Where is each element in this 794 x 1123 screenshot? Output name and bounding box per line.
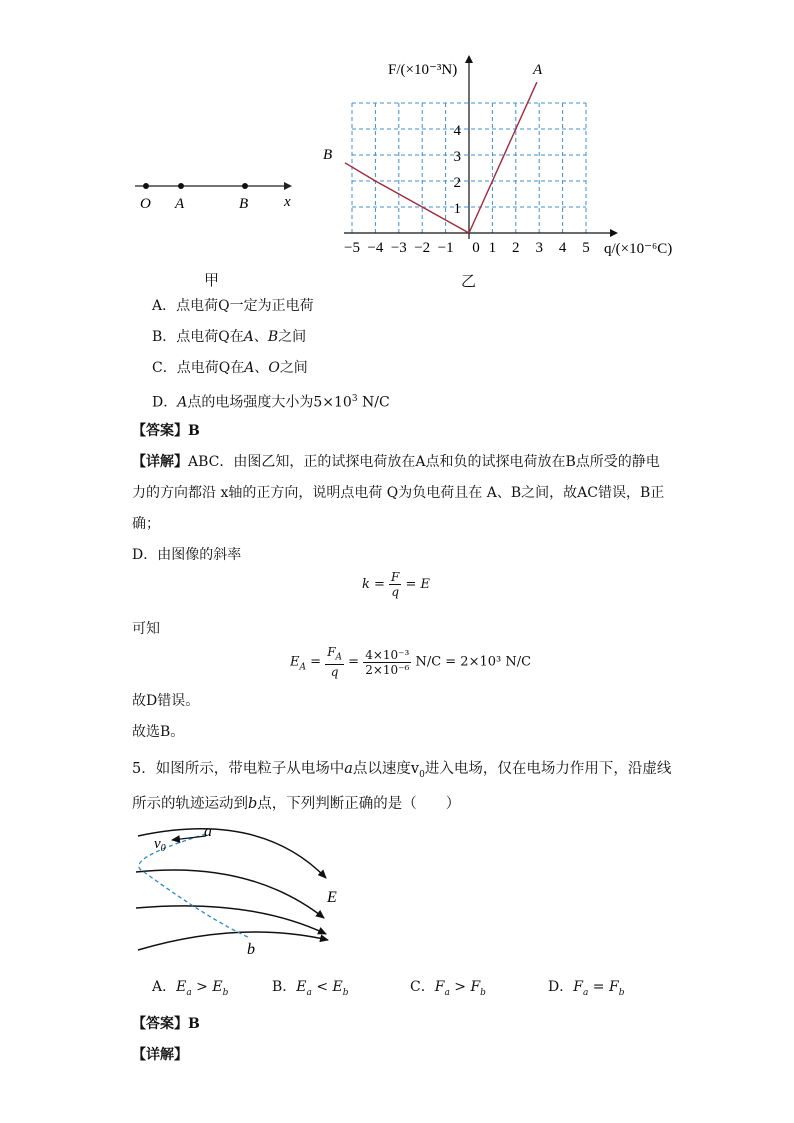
x-tick-label: −4 (367, 240, 384, 256)
x-tick-label: −2 (414, 240, 431, 256)
x-tick-label: 1 (488, 240, 497, 256)
y-tick-label: 3 (453, 149, 461, 165)
x-tick-label: 3 (535, 240, 543, 256)
equation-field-a: $E_A$ = $\frac{F_A}{q}$ = $\frac{\text{4×10⁻³}}{\text{2×10⁻⁶}}$ N/C = 2×10³ N/C (290, 645, 532, 680)
chart-f-q (320, 55, 680, 290)
point-o (143, 183, 149, 189)
figure-jia (130, 170, 300, 220)
q4-option-b: B．点电荷Q在A、B之间 (152, 329, 307, 345)
chart-ticks (344, 123, 590, 256)
caption-jia: 甲 (204, 271, 220, 289)
x-tick-label: −3 (390, 240, 407, 256)
line-b-label: B (323, 147, 333, 163)
q4-detail-line7: 故选B。 (132, 724, 185, 740)
q4-detail-line6: 故D错误。 (132, 693, 200, 709)
point-b (242, 183, 248, 189)
label-b: b (247, 941, 255, 958)
q5-option-a: A．$E_a > E_b$ (152, 979, 229, 998)
x-tick-label: −1 (437, 240, 454, 256)
y-axis-label: F/(×10⁻³N) (388, 62, 458, 78)
y-tick-label: 4 (453, 123, 461, 139)
y-tick-label: 2 (453, 175, 461, 191)
point-a (178, 183, 184, 189)
y-axis-arrow (465, 55, 473, 63)
x-tick-label: 2 (512, 240, 520, 256)
x-tick-label: 5 (582, 240, 590, 256)
series-line-a (469, 82, 537, 233)
q4-detail-line4: D．由图像的斜率 (132, 547, 242, 563)
label-a: A (175, 196, 185, 212)
q5-detail-tag: 【详解】 (132, 1047, 188, 1063)
figure-field-lines (130, 820, 350, 960)
equation-slope: k = $\frac{F}{q}$ = E (362, 570, 431, 599)
x-tick-label: 4 (558, 240, 567, 256)
field-line-3 (136, 906, 326, 934)
field-line-4 (138, 932, 328, 950)
field-line-2 (136, 870, 324, 918)
q5-stem-line2: 所示的轨迹运动到b点，下列判断正确的是（ ） (132, 796, 461, 812)
x-axis-arrow (610, 229, 618, 237)
label-e: E (327, 889, 337, 906)
label-o: O (140, 196, 151, 212)
y-tick-label: 1 (453, 201, 461, 217)
chart-axes (344, 55, 618, 239)
q4-answer: 【答案】B (132, 423, 200, 439)
q4-option-c: C．点电荷Q在A、O之间 (152, 360, 308, 376)
q4-detail-line1: 【详解】ABC．由图乙知，正的试探电荷放在A点和负的试探电荷放在B点所受的静电 (132, 454, 660, 470)
q4-option-a: A．点电荷Q一定为正电荷 (152, 298, 314, 314)
q4-option-d: D．A点的电场强度大小为$5\times 10^3$ N/C (152, 394, 390, 411)
q5-option-d: D．$F_a = F_b$ (548, 979, 625, 998)
q4-detail-line3: 确； (132, 516, 160, 532)
caption-yi: 乙 (461, 272, 477, 290)
chart-series (345, 82, 537, 233)
series-line-b (345, 163, 469, 233)
x-tick-label: −5 (344, 240, 360, 256)
q5-stem-line1: 5．如图所示，带电粒子从电场中a点以速度$v_0$进入电场，仅在电场力作用下，沿虚线 (132, 761, 672, 780)
line-a-label: A (533, 62, 543, 78)
label-v0: $v_0$ (154, 836, 166, 854)
x-axis-label: q/(×10⁻⁶C) (604, 241, 673, 257)
q5-option-b: B．$E_a < E_b$ (272, 979, 349, 998)
label-a: a (204, 823, 212, 840)
label-x: x (284, 194, 291, 210)
x-tick-label: 0 (472, 240, 480, 256)
label-b: B (239, 196, 249, 212)
q4-detail-line2: 力的方向都沿 x轴的正方向，说明点电荷 Q为负电荷且在 A、B之间，故AC错误，B正 (132, 485, 665, 501)
q5-option-c: C．$F_a > F_b$ (410, 979, 486, 998)
q5-answer: 【答案】B (132, 1016, 200, 1032)
q4-detail-line5: 可知 (132, 621, 160, 637)
